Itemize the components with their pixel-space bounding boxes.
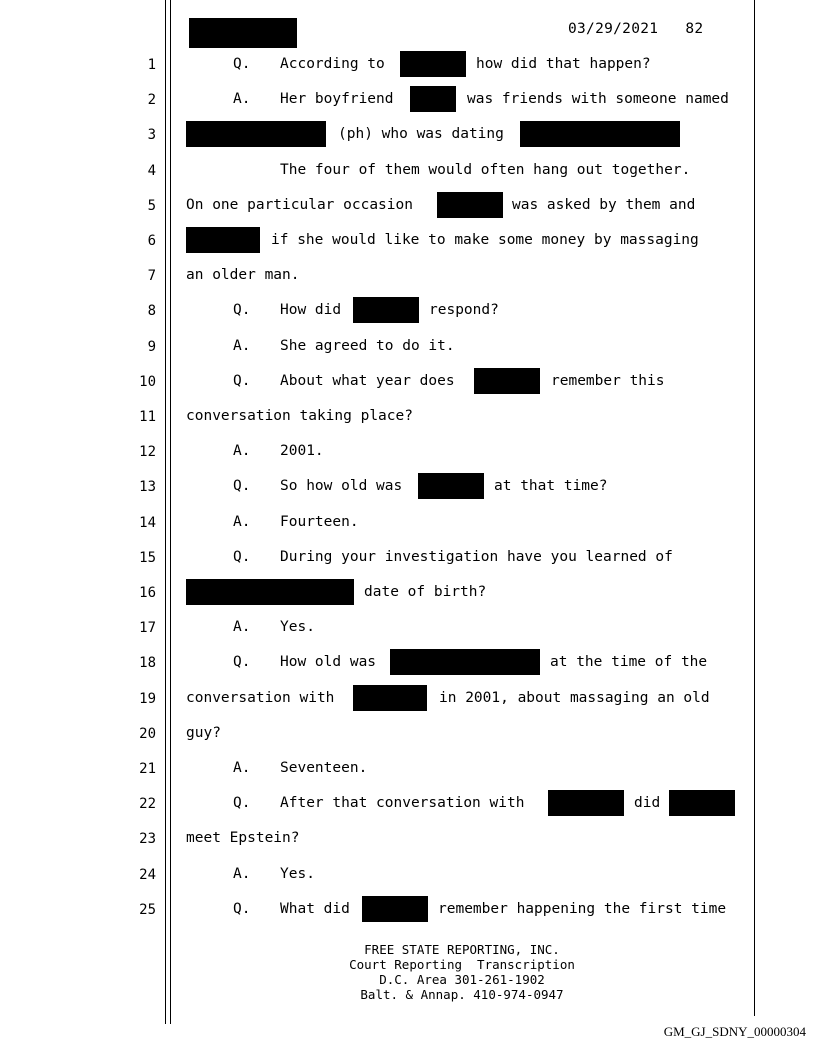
line-text bbox=[186, 300, 752, 324]
line-segment: About what year does bbox=[280, 372, 455, 389]
transcript-line bbox=[0, 83, 816, 118]
redaction-block bbox=[520, 121, 680, 147]
line-segment: did bbox=[634, 795, 661, 812]
transcript-line bbox=[0, 294, 816, 329]
line-text bbox=[186, 441, 752, 465]
line-segment: A. bbox=[233, 619, 251, 636]
line-text bbox=[186, 758, 752, 782]
line-segment: Seventeen. bbox=[280, 760, 368, 776]
footer-company: FREE STATE REPORTING, INC. bbox=[364, 942, 560, 957]
transcript-line bbox=[0, 787, 816, 822]
line-segment: According to bbox=[280, 56, 385, 72]
line-number: 12 bbox=[139, 444, 156, 461]
transcript-line bbox=[0, 611, 816, 646]
redaction-block bbox=[400, 51, 466, 77]
line-segment: was friends with someone named bbox=[467, 91, 729, 108]
transcript-line bbox=[0, 435, 816, 470]
line-number: 17 bbox=[139, 620, 156, 637]
line-segment: How did bbox=[280, 302, 342, 319]
header-date: 03/29/2021 bbox=[568, 21, 659, 37]
transcript-line bbox=[0, 365, 816, 400]
line-segment: in 2001, about massaging an old bbox=[439, 689, 710, 706]
line-segment: was asked by them and bbox=[512, 196, 696, 213]
reporter-footer bbox=[170, 942, 754, 1002]
redaction-block bbox=[362, 896, 428, 922]
line-number: 24 bbox=[139, 866, 156, 883]
redaction-block bbox=[418, 473, 484, 499]
line-text bbox=[186, 512, 752, 536]
line-segment: (ph) who was dating bbox=[338, 126, 504, 143]
line-number: 13 bbox=[139, 479, 156, 496]
transcript-line bbox=[0, 682, 816, 717]
line-segment: She agreed to do it. bbox=[280, 337, 455, 354]
transcript-line bbox=[0, 858, 816, 893]
line-number: 3 bbox=[147, 127, 156, 144]
line-segment: 2001. bbox=[280, 443, 324, 460]
redaction-block bbox=[669, 790, 735, 816]
line-number: 22 bbox=[139, 796, 156, 813]
line-segment: conversation taking place? bbox=[186, 408, 413, 424]
line-segment: conversation with bbox=[186, 689, 335, 706]
line-number: 6 bbox=[147, 233, 156, 249]
line-segment: how did that happen? bbox=[476, 56, 651, 72]
line-segment: A. bbox=[233, 91, 251, 108]
line-segment: remember happening the first time bbox=[438, 900, 727, 917]
line-segment: A. bbox=[233, 513, 251, 530]
transcript-line bbox=[0, 646, 816, 681]
transcript-line bbox=[0, 717, 816, 752]
line-segment: Yes. bbox=[280, 619, 315, 636]
redaction-block bbox=[186, 227, 260, 253]
page-header bbox=[568, 21, 703, 37]
line-number: 19 bbox=[139, 690, 156, 707]
redaction-block bbox=[186, 121, 326, 147]
transcript-line bbox=[0, 752, 816, 787]
transcript-line bbox=[0, 576, 816, 611]
footer-dc-phone: D.C. Area 301-261-1902 bbox=[379, 972, 545, 987]
bates-number: GM_GJ_SDNY_00000304 bbox=[663, 1024, 806, 1039]
redaction-block bbox=[410, 86, 456, 112]
line-segment: A. bbox=[233, 865, 251, 882]
line-text bbox=[186, 160, 752, 184]
line-segment: an older man. bbox=[186, 267, 300, 284]
line-segment: Q. bbox=[233, 795, 251, 812]
line-number: 20 bbox=[139, 725, 156, 742]
line-segment: A. bbox=[233, 443, 251, 460]
transcript-line bbox=[0, 400, 816, 435]
redaction-block bbox=[353, 297, 419, 323]
line-segment: After that conversation with bbox=[280, 795, 525, 812]
transcript-line bbox=[0, 118, 816, 153]
footer-balt-phone: Balt. & Annap. 410-974-0947 bbox=[360, 987, 564, 1002]
line-segment: Q. bbox=[233, 372, 251, 389]
line-number: 23 bbox=[139, 831, 156, 848]
line-number: 18 bbox=[139, 655, 156, 672]
line-segment: During your investigation have you learned of bbox=[280, 548, 673, 565]
line-text bbox=[186, 89, 752, 113]
line-text bbox=[186, 406, 752, 430]
line-segment: What did bbox=[280, 900, 350, 917]
transcript-line bbox=[0, 48, 816, 83]
line-text bbox=[186, 617, 752, 641]
transcript-line bbox=[0, 189, 816, 224]
line-segment: A. bbox=[233, 760, 251, 776]
line-number: 4 bbox=[147, 162, 156, 179]
redaction-block bbox=[437, 192, 503, 218]
line-segment: guy? bbox=[186, 724, 221, 741]
line-number: 15 bbox=[139, 549, 156, 566]
line-segment: How old was bbox=[280, 654, 377, 671]
transcript-line bbox=[0, 154, 816, 189]
line-text bbox=[186, 899, 752, 923]
transcript-line bbox=[0, 224, 816, 259]
line-number: 16 bbox=[139, 585, 156, 601]
line-segment: Her boyfriend bbox=[280, 91, 394, 108]
line-segment: A. bbox=[233, 337, 251, 354]
line-number: 2 bbox=[147, 92, 156, 109]
line-text bbox=[186, 54, 752, 78]
line-segment: Fourteen. bbox=[280, 513, 359, 530]
line-segment: Q. bbox=[233, 302, 251, 319]
transcript-line bbox=[0, 330, 816, 365]
transcript-line bbox=[0, 470, 816, 505]
line-text bbox=[186, 547, 752, 571]
line-text bbox=[186, 230, 752, 254]
line-segment: at that time? bbox=[494, 478, 608, 495]
line-text bbox=[186, 265, 752, 289]
line-text bbox=[186, 793, 752, 817]
line-segment: Q. bbox=[233, 56, 251, 72]
line-text bbox=[186, 652, 752, 676]
line-segment: meet Epstein? bbox=[186, 830, 300, 847]
line-segment: Q. bbox=[233, 654, 251, 671]
redaction-block bbox=[548, 790, 624, 816]
redaction-block bbox=[186, 579, 354, 605]
line-number: 25 bbox=[139, 901, 156, 918]
redaction-block bbox=[474, 368, 540, 394]
footer-service: Court Reporting Transcription bbox=[349, 957, 575, 972]
line-text bbox=[186, 582, 752, 606]
header-redaction bbox=[189, 18, 297, 48]
redaction-block bbox=[390, 649, 540, 675]
line-segment: On one particular occasion bbox=[186, 196, 413, 213]
transcript-line bbox=[0, 259, 816, 294]
line-segment: Q. bbox=[233, 478, 251, 495]
line-segment: if she would like to make some money by massaging bbox=[271, 232, 699, 248]
line-text bbox=[186, 124, 752, 148]
page-number: 82 bbox=[685, 21, 704, 37]
line-segment: respond? bbox=[429, 302, 499, 319]
line-number: 5 bbox=[147, 197, 156, 214]
line-number: 21 bbox=[139, 761, 156, 777]
line-segment: Yes. bbox=[280, 865, 315, 882]
line-segment: remember this bbox=[551, 372, 665, 389]
line-number: 9 bbox=[147, 338, 156, 355]
line-segment: at the time of the bbox=[550, 654, 708, 671]
transcript-line bbox=[0, 506, 816, 541]
line-segment: Q. bbox=[233, 900, 251, 917]
line-number: 14 bbox=[139, 514, 156, 531]
line-segment: The four of them would often hang out together. bbox=[280, 161, 691, 178]
transcript-line bbox=[0, 541, 816, 576]
line-text bbox=[186, 688, 752, 712]
transcript-line bbox=[0, 822, 816, 857]
line-text bbox=[186, 195, 752, 219]
redaction-block bbox=[353, 685, 427, 711]
line-segment: date of birth? bbox=[364, 584, 487, 600]
line-number: 7 bbox=[147, 268, 156, 285]
line-segment: Q. bbox=[233, 548, 251, 565]
line-text bbox=[186, 828, 752, 852]
line-text bbox=[186, 371, 752, 395]
line-text bbox=[186, 864, 752, 888]
line-number: 8 bbox=[147, 303, 156, 320]
line-number: 1 bbox=[147, 57, 156, 73]
line-text bbox=[186, 723, 752, 747]
line-text bbox=[186, 476, 752, 500]
line-segment: So how old was bbox=[280, 478, 403, 495]
line-number: 10 bbox=[139, 373, 156, 390]
line-number: 11 bbox=[139, 409, 156, 425]
transcript-line bbox=[0, 893, 816, 928]
line-text bbox=[186, 336, 752, 360]
